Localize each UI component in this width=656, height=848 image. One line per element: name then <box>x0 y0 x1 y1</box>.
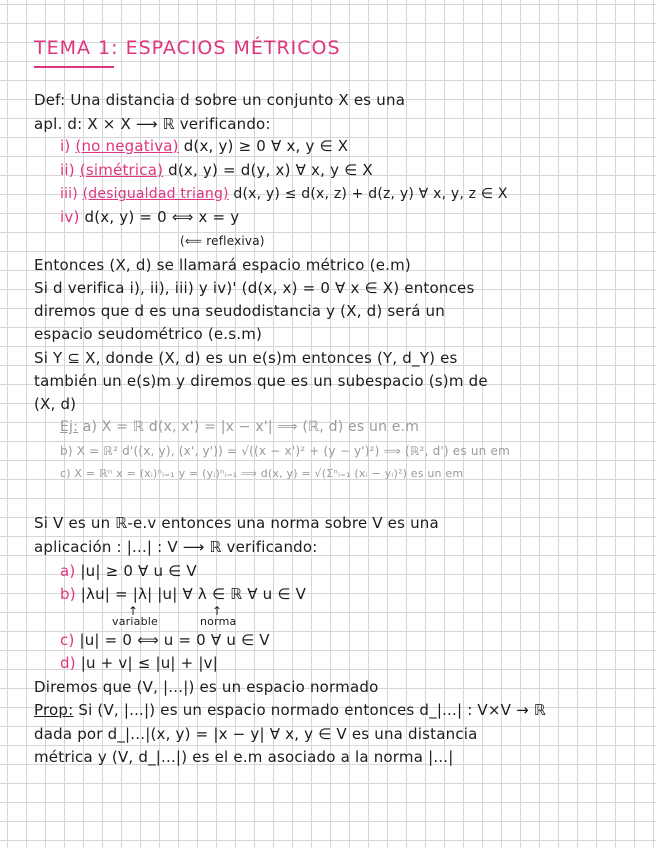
text-line-3: diremos que d es una seudodistancia y (X, d) será un <box>34 302 445 320</box>
text-line-6: también un e(s)m y diremos que es un subespacio (s)m de <box>34 372 488 390</box>
property-label: iii) <box>60 186 78 202</box>
norm-property-c <box>60 630 270 650</box>
property-label: iv) <box>60 208 80 226</box>
text-line-7: (X, d) <box>34 395 77 413</box>
property-i <box>60 136 348 156</box>
definition-line-1 <box>34 90 405 110</box>
example-a <box>60 417 419 437</box>
example-c: c) X = ℝⁿ x = (xᵢ)ⁿᵢ₌₁ y = (yᵢ)ⁿᵢ₌₁ ⟹ d(x, y) = √(Σⁿᵢ₌₁ (xᵢ − yᵢ)²) es un em <box>60 467 464 480</box>
norm-formula: |u| = 0 ⟺ u = 0 ∀ u ∈ V <box>79 631 270 649</box>
title-underline <box>34 66 114 68</box>
example-text: a) X = ℝ d(x, x') = |x − x'| ⟹ (ℝ, d) es un e.m <box>82 419 420 435</box>
norm-formula: |λu| = |λ| |u| ∀ λ ∈ ℝ ∀ u ∈ V <box>80 585 307 603</box>
property-formula: d(x, y) ≥ 0 ∀ x, y ∈ X <box>183 137 349 155</box>
property-label: ii) <box>60 161 75 179</box>
norm-property-d <box>60 653 218 673</box>
arrow-up-icon: ↑ <box>212 604 223 618</box>
example-b: b) X = ℝ² d'((x, y), (x', y')) = √((x − x')² + (y − y')²) ⟹ (ℝ², d') es un em <box>60 444 510 458</box>
property-formula: d(x, y) = 0 ⟺ x = y <box>84 208 240 226</box>
property-label: i) <box>60 137 71 155</box>
norm-formula: |u| ≥ 0 ∀ u ∈ V <box>80 562 197 580</box>
page-title <box>34 38 341 58</box>
norma-annotation: norma <box>200 615 237 628</box>
norm-line-2: aplicación : |...| : V ⟶ ℝ verificando: <box>34 538 318 556</box>
closing-line-4: métrica y (V, d_|...|) es el e.m asociado a la norma |...| <box>34 748 454 766</box>
norm-formula: |u + v| ≤ |u| + |v| <box>80 654 218 672</box>
title-text: : ESPACIOS MÉTRICOS <box>111 37 341 59</box>
property-formula: d(x, y) = d(y, x) ∀ x, y ∈ X <box>168 161 373 179</box>
property-formula: d(x, y) ≤ d(x, z) + d(z, y) ∀ x, y, z ∈ X <box>233 186 508 202</box>
text-line-1: Entonces (X, d) se llamará espacio métrico (e.m) <box>34 256 411 274</box>
norm-label: a) <box>60 562 76 580</box>
prop-lead: Prop: <box>34 701 74 719</box>
closing-text: Si (V, |...|) es un espacio normado entonces d_|...| : V×V → ℝ <box>78 701 546 719</box>
text-line-2: Si d verifica i), ii), iii) y iv)' (d(x, x) = 0 ∀ x ∈ X) entonces <box>34 279 475 297</box>
norm-label: c) <box>60 631 75 649</box>
norm-property-a <box>60 561 197 581</box>
example-lead: Ej: <box>60 419 79 435</box>
def-lead: Def: <box>34 91 66 109</box>
property-ii <box>60 160 373 180</box>
closing-line-2 <box>34 700 546 720</box>
reflexiva-note: (⟸ reflexiva) <box>180 234 265 248</box>
property-iii <box>60 184 508 204</box>
norm-label: b) <box>60 585 76 603</box>
property-name: (simétrica) <box>79 161 164 179</box>
def-text: Una distancia d sobre un conjunto X es una <box>70 91 406 109</box>
variable-annotation: variable <box>112 615 158 628</box>
norm-property-b <box>60 584 306 604</box>
norm-label: d) <box>60 654 76 672</box>
property-name: (desigualdad triang) <box>82 186 229 202</box>
text-line-5: Si Y ⊆ X, donde (X, d) es un e(s)m entonces (Y, d_Y) es <box>34 349 458 367</box>
property-name: (no negativa) <box>75 137 179 155</box>
text-line-4: espacio seudométrico (e.s.m) <box>34 325 263 343</box>
norm-line-1: Si V es un ℝ-e.v entonces una norma sobre V es una <box>34 514 439 532</box>
arrow-up-icon: ↑ <box>128 604 139 618</box>
definition-line-2: apl. d: X × X ⟶ ℝ verificando: <box>34 115 271 133</box>
property-iv <box>60 207 239 227</box>
closing-line-1: Diremos que (V, |...|) es un espacio normado <box>34 678 379 696</box>
title-number: TEMA 1 <box>34 37 112 59</box>
closing-line-3: dada por d_|...|(x, y) = |x − y| ∀ x, y ∈ V es una distancia <box>34 725 478 743</box>
